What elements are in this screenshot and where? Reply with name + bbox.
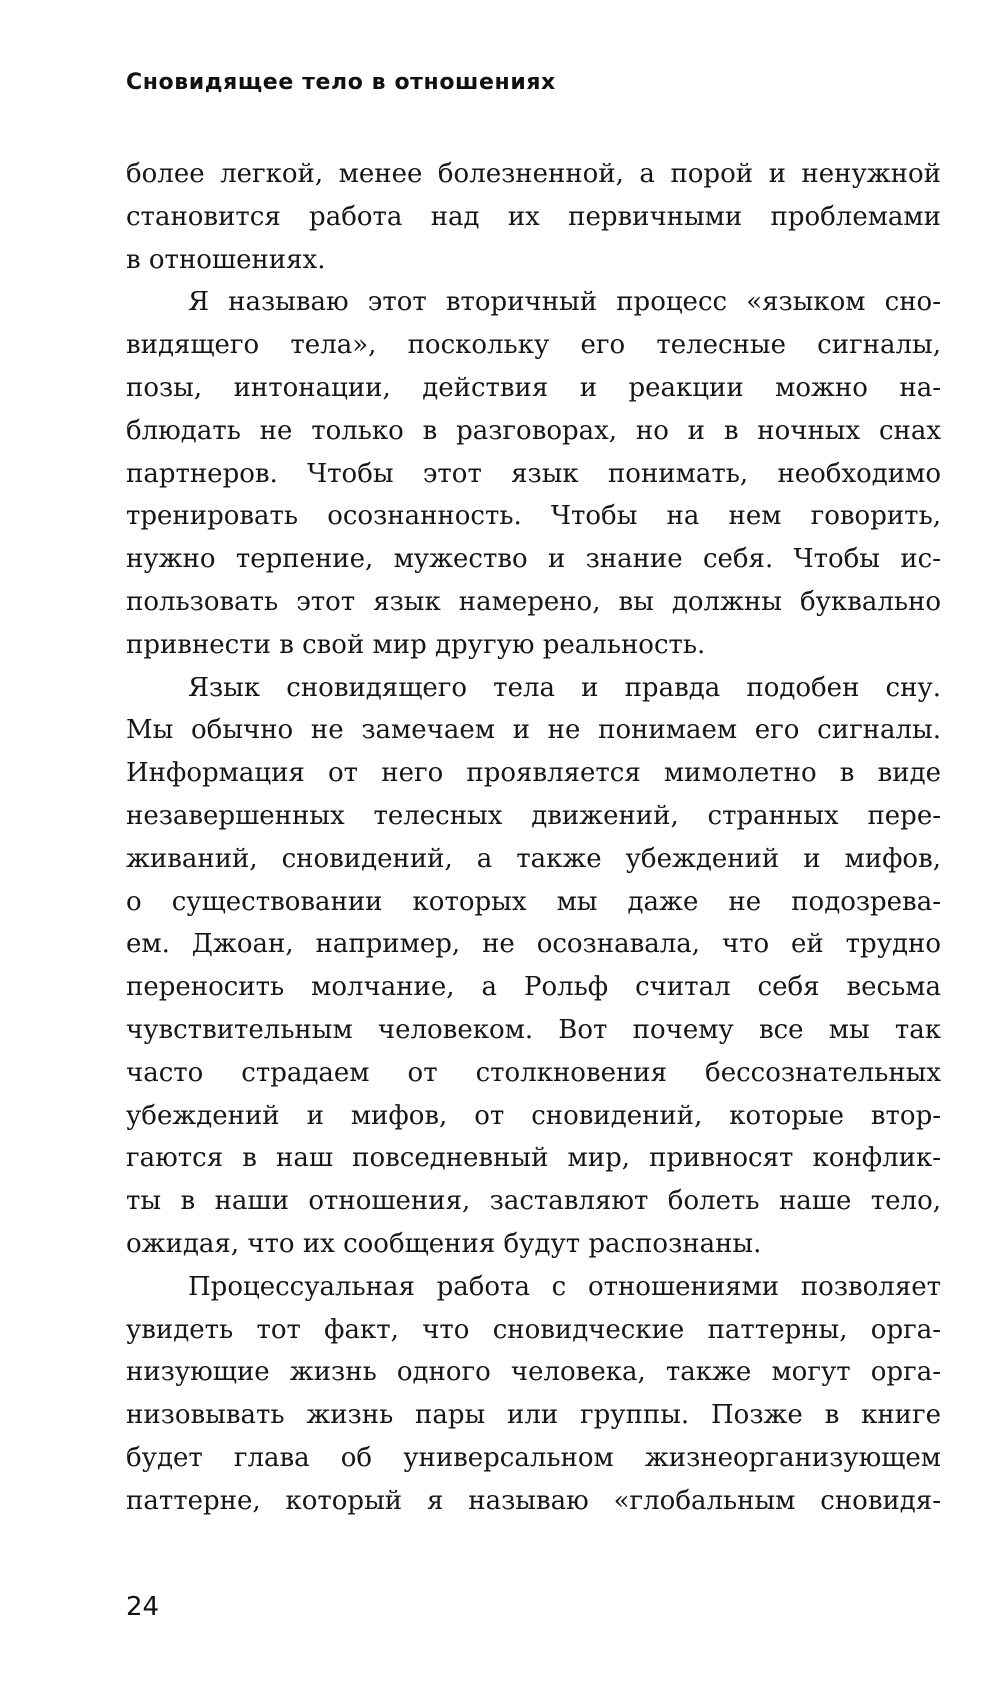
text-line: в отношениях. (126, 244, 326, 275)
text-line: низовывать жизнь пары или группы. Позже в книге (126, 1400, 941, 1431)
paragraph (126, 281, 941, 666)
text-line: убеждений и мифов, от сновидений, которые втор- (126, 1100, 941, 1131)
text-line: чувствительным человеком. Вот почему все мы так (126, 1014, 941, 1045)
running-head: Сновидящее тело в отношениях (126, 70, 556, 95)
text-line: живаний, сновидений, а также убеждений и мифов, (126, 843, 941, 874)
text-line: Информация от него проявляется мимолетно в виде (126, 758, 941, 789)
text-line: Мы обычно не замечаем и не понимаем его сигналы. (126, 715, 941, 746)
paragraph (126, 153, 941, 281)
text-line: часто страдаем от столкновения бессознательных (126, 1057, 941, 1088)
text-line: тренировать осознанность. Чтобы на нем говорить, (126, 501, 941, 532)
text-line: ты в наши отношения, заставляют болеть наше тело, (126, 1186, 941, 1217)
text-line: нужно терпение, мужество и знание себя. Чтобы ис- (126, 544, 941, 575)
text-line: видящего тела», поскольку его телесные сигналы, (126, 330, 941, 361)
page-number: 24 (126, 1592, 160, 1622)
paragraph (126, 667, 941, 1266)
body-text (126, 153, 941, 1523)
text-line: блюдать не только в разговорах, но и в ночных снах (126, 415, 941, 446)
text-line: Я называю этот вторичный процесс «языком сно- (188, 287, 941, 318)
text-line: более легкой, менее болезненной, а порой и ненужной (126, 159, 941, 189)
text-line: о существовании которых мы даже не подозрева- (126, 886, 941, 917)
text-line: становится работа над их первичными проблемами (126, 201, 941, 232)
text-line: позы, интонации, действия и реакции можно на- (126, 372, 941, 403)
text-line: низующие жизнь одного человека, также могут орга- (126, 1357, 941, 1388)
paragraph (126, 1266, 941, 1523)
text-line: ожидая, что их сообщения будут распознаны. (126, 1228, 762, 1259)
text-line: партнеров. Чтобы этот язык понимать, необходимо (126, 458, 941, 489)
text-line: будет глава об универсальном жизнеорганизующем (126, 1442, 941, 1473)
text-line: Язык сновидящего тела и правда подобен сну. (188, 672, 941, 703)
text-line: привнести в свой мир другую реальность. (126, 629, 706, 660)
text-line: Процессуальная работа с отношениями позволяет (188, 1271, 941, 1302)
text-line: гаются в наш повседневный мир, привносят конфлик- (126, 1143, 941, 1174)
text-line: переносить молчание, а Рольф считал себя весьма (126, 972, 941, 1003)
text-line: пользовать этот язык намерено, вы должны буквально (126, 586, 941, 617)
text-line: увидеть тот факт, что сновидческие паттерны, орга- (126, 1314, 941, 1345)
text-line: ем. Джоан, например, не осознавала, что ей трудно (126, 929, 941, 960)
text-line: паттерне, который я называю «глобальным сновидя- (126, 1485, 941, 1516)
text-line: незавершенных телесных движений, странных пере- (126, 800, 941, 831)
